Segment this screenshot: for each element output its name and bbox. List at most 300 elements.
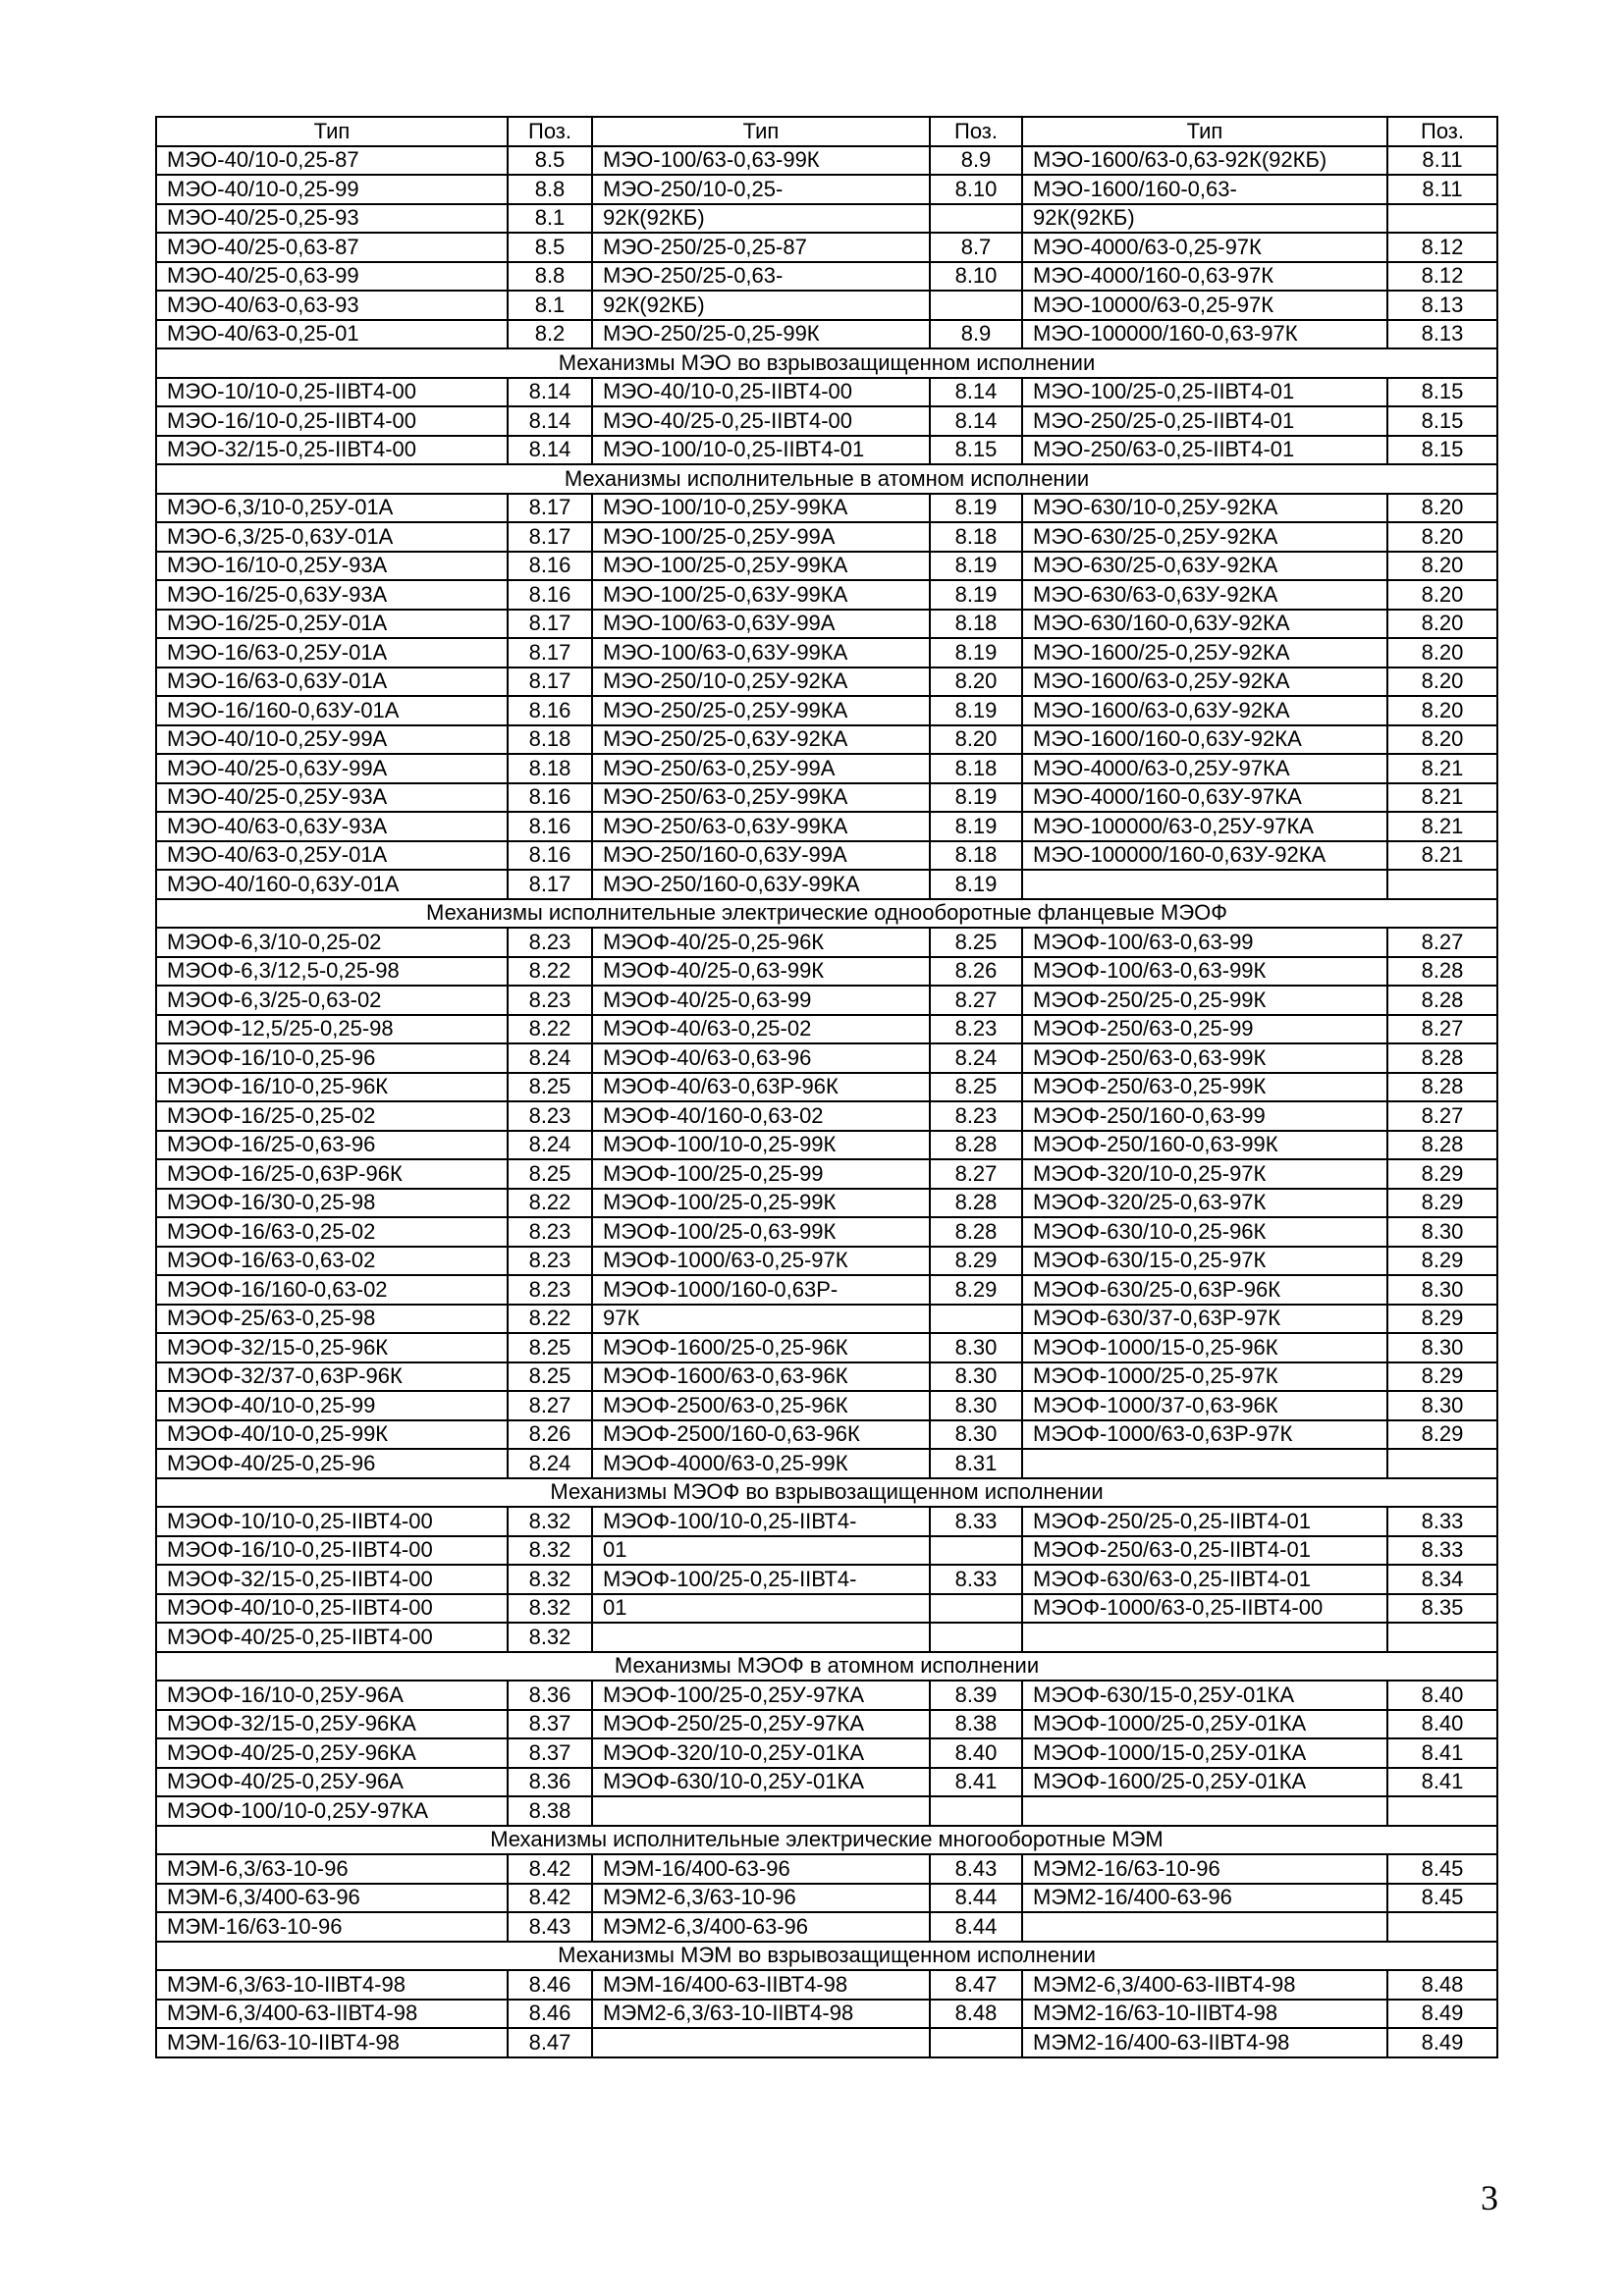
position-cell: 8.5	[508, 233, 592, 262]
type-cell: МЭО-100/25-0,63У-99КА	[592, 580, 930, 610]
type-cell: МЭМ-6,3/400-63-96	[156, 1884, 508, 1913]
type-cell: МЭОФ-630/37-0,63Р-97К	[1022, 1305, 1387, 1334]
type-cell: МЭМ2-16/63-10-96	[1022, 1854, 1387, 1884]
position-cell: 8.49	[1387, 2000, 1497, 2029]
type-cell: МЭОФ-1000/25-0,25У-01КА	[1022, 1710, 1387, 1739]
position-cell: 8.17	[508, 870, 592, 899]
type-cell: МЭОФ-250/25-0,25-99К	[1022, 986, 1387, 1015]
table-row	[156, 957, 1497, 987]
position-cell: 8.25	[508, 1362, 592, 1392]
table-row	[156, 1189, 1497, 1218]
type-cell: МЭО-100000/63-0,25У-97КА	[1022, 812, 1387, 841]
type-cell: МЭОФ-1000/63-0,63Р-97К	[1022, 1420, 1387, 1450]
type-cell: МЭО-4000/63-0,25-97К	[1022, 233, 1387, 262]
position-cell: 8.14	[930, 378, 1022, 407]
type-cell: МЭО-1600/63-0,25У-92КА	[1022, 667, 1387, 697]
position-cell: 8.43	[508, 1912, 592, 1942]
position-cell: 8.9	[930, 146, 1022, 176]
table-row	[156, 696, 1497, 725]
table-row	[156, 812, 1497, 841]
position-cell: 8.28	[1387, 986, 1497, 1015]
position-cell: 8.22	[508, 1015, 592, 1044]
position-cell: 8.15	[930, 436, 1022, 465]
position-cell: 8.39	[930, 1681, 1022, 1710]
type-cell: МЭОФ-16/10-0,25-96	[156, 1043, 508, 1073]
position-cell: 8.25	[930, 1073, 1022, 1102]
position-cell: 8.14	[508, 378, 592, 407]
table-row	[156, 610, 1497, 639]
position-cell	[1387, 1796, 1497, 1826]
type-cell: МЭМ-6,3/63-10-96	[156, 1854, 508, 1884]
position-cell: 8.27	[1387, 1101, 1497, 1131]
type-cell: МЭО-40/63-0,25У-01А	[156, 841, 508, 871]
type-cell: МЭО-250/63-0,63У-99КА	[592, 812, 930, 841]
type-cell: МЭОФ-630/25-0,63Р-96К	[1022, 1275, 1387, 1305]
position-cell: 8.34	[1387, 1565, 1497, 1594]
type-cell	[592, 1623, 930, 1652]
section-title: Механизмы МЭОФ во взрывозащищенном исполнении	[156, 1478, 1497, 1508]
position-cell: 8.21	[1387, 841, 1497, 871]
position-cell: 8.19	[930, 638, 1022, 667]
position-cell: 8.42	[508, 1884, 592, 1913]
table-row	[156, 175, 1497, 204]
type-cell: МЭМ2-16/400-63-IIВТ4-98	[1022, 2028, 1387, 2057]
position-cell: 8.14	[508, 436, 592, 465]
position-cell: 8.25	[508, 1333, 592, 1362]
type-cell	[1022, 870, 1387, 899]
position-cell	[930, 1305, 1022, 1334]
table-row	[156, 754, 1497, 783]
type-cell: МЭОФ-100/10-0,25У-97КА	[156, 1796, 508, 1826]
type-cell: МЭОФ-100/25-0,25У-97КА	[592, 1681, 930, 1710]
type-cell: МЭО-250/10-0,25-	[592, 175, 930, 204]
type-cell: МЭО-16/10-0,25У-93А	[156, 552, 508, 581]
type-cell: МЭОФ-40/25-0,25-96К	[592, 928, 930, 957]
type-cell: МЭОФ-1000/63-0,25-IIВТ4-00	[1022, 1594, 1387, 1624]
type-cell: МЭОФ-100/63-0,63-99	[1022, 928, 1387, 957]
table-row	[156, 1681, 1497, 1710]
position-cell: 8.24	[508, 1131, 592, 1160]
table-row	[156, 1738, 1497, 1768]
position-cell: 8.17	[508, 638, 592, 667]
position-cell: 8.17	[508, 610, 592, 639]
header-type-1: Тип	[156, 117, 508, 146]
table-row	[156, 1305, 1497, 1334]
table-row	[156, 378, 1497, 407]
type-cell: МЭОФ-25/63-0,25-98	[156, 1305, 508, 1334]
type-cell	[1022, 1796, 1387, 1826]
type-cell: МЭО-250/10-0,25У-92КА	[592, 667, 930, 697]
position-cell	[930, 204, 1022, 234]
position-cell: 8.28	[930, 1217, 1022, 1247]
position-cell: 8.41	[1387, 1738, 1497, 1768]
type-cell: МЭОФ-250/160-0,63-99К	[1022, 1131, 1387, 1160]
type-cell: МЭОФ-250/63-0,25-99К	[1022, 1073, 1387, 1102]
position-cell: 8.29	[1387, 1159, 1497, 1189]
table-row	[156, 436, 1497, 465]
table-row	[156, 291, 1497, 320]
type-cell: МЭОФ-320/10-0,25-97К	[1022, 1159, 1387, 1189]
type-cell: МЭОФ-40/63-0,25-02	[592, 1015, 930, 1044]
position-cell: 8.32	[508, 1536, 592, 1566]
position-cell: 8.11	[1387, 146, 1497, 176]
position-cell: 8.28	[1387, 957, 1497, 987]
type-cell: МЭОФ-1600/25-0,25У-01КА	[1022, 1768, 1387, 1797]
position-cell: 8.28	[1387, 1043, 1497, 1073]
section-row	[156, 348, 1497, 378]
position-cell: 8.20	[1387, 667, 1497, 697]
position-cell	[930, 1623, 1022, 1652]
type-cell: МЭМ2-6,3/400-63-96	[592, 1912, 930, 1942]
type-cell: МЭОФ-630/15-0,25-97К	[1022, 1247, 1387, 1276]
position-cell: 8.19	[930, 580, 1022, 610]
type-cell: МЭОФ-100/25-0,63-99К	[592, 1217, 930, 1247]
type-cell: МЭОФ-6,3/12,5-0,25-98	[156, 957, 508, 987]
header-pos-1: Поз.	[508, 117, 592, 146]
type-cell	[592, 2028, 930, 2057]
type-cell: МЭОФ-40/25-0,63-99К	[592, 957, 930, 987]
type-cell: МЭМ2-6,3/63-10-96	[592, 1884, 930, 1913]
position-cell	[930, 1594, 1022, 1624]
table-row	[156, 1912, 1497, 1942]
type-cell: МЭОФ-40/160-0,63-02	[592, 1101, 930, 1131]
position-cell: 8.37	[508, 1738, 592, 1768]
position-cell: 8.33	[930, 1565, 1022, 1594]
type-cell: МЭО-10000/63-0,25-97К	[1022, 291, 1387, 320]
type-cell: МЭОФ-2500/63-0,25-96К	[592, 1391, 930, 1420]
type-cell: МЭО-6,3/25-0,63У-01А	[156, 522, 508, 552]
type-cell: 01	[592, 1536, 930, 1566]
type-cell: МЭОФ-1600/25-0,25-96К	[592, 1333, 930, 1362]
type-cell: МЭОФ-16/10-0,25У-96А	[156, 1681, 508, 1710]
position-cell: 8.15	[1387, 378, 1497, 407]
header-pos-2: Поз.	[930, 117, 1022, 146]
type-cell: МЭО-16/10-0,25-IIВТ4-00	[156, 406, 508, 436]
type-cell: МЭО-100/25-0,25-IIВТ4-01	[1022, 378, 1387, 407]
type-cell: МЭОФ-250/63-0,25-99	[1022, 1015, 1387, 1044]
position-cell: 8.36	[508, 1681, 592, 1710]
position-cell: 8.41	[930, 1768, 1022, 1797]
type-cell: МЭОФ-250/25-0,25У-97КА	[592, 1710, 930, 1739]
type-cell: МЭО-100/63-0,63У-99А	[592, 610, 930, 639]
position-cell: 8.16	[508, 552, 592, 581]
type-cell: МЭОФ-630/63-0,25-IIВТ4-01	[1022, 1565, 1387, 1594]
position-cell: 8.26	[930, 957, 1022, 987]
type-cell: МЭО-16/25-0,63У-93А	[156, 580, 508, 610]
position-cell: 8.27	[930, 1159, 1022, 1189]
position-cell: 8.18	[930, 841, 1022, 871]
section-row	[156, 464, 1497, 494]
table-row	[156, 1565, 1497, 1594]
position-cell: 8.49	[1387, 2028, 1497, 2057]
position-cell: 8.24	[930, 1043, 1022, 1073]
type-cell: МЭО-40/25-0,25-IIВТ4-00	[592, 406, 930, 436]
table-row	[156, 1884, 1497, 1913]
position-cell: 8.29	[930, 1275, 1022, 1305]
position-cell: 8.18	[508, 754, 592, 783]
table-row	[156, 986, 1497, 1015]
table-row	[156, 1391, 1497, 1420]
position-cell: 8.19	[930, 696, 1022, 725]
position-cell: 8.40	[1387, 1710, 1497, 1739]
type-cell: МЭОФ-1000/15-0,25У-01КА	[1022, 1738, 1387, 1768]
position-cell: 8.24	[508, 1449, 592, 1478]
type-cell: МЭОФ-16/63-0,63-02	[156, 1247, 508, 1276]
table-row	[156, 262, 1497, 292]
position-cell: 8.38	[508, 1796, 592, 1826]
type-cell: МЭОФ-40/63-0,63Р-96К	[592, 1073, 930, 1102]
position-cell: 8.17	[508, 522, 592, 552]
type-cell: МЭО-250/25-0,25-99К	[592, 320, 930, 349]
type-cell	[1022, 1449, 1387, 1478]
type-cell: МЭО-630/63-0,63У-92КА	[1022, 580, 1387, 610]
position-cell: 8.10	[930, 262, 1022, 292]
position-cell: 8.14	[930, 406, 1022, 436]
position-cell: 8.20	[1387, 494, 1497, 523]
position-cell: 8.36	[508, 1768, 592, 1797]
position-cell: 8.33	[930, 1507, 1022, 1536]
section-row	[156, 1652, 1497, 1682]
position-cell: 8.19	[930, 552, 1022, 581]
type-cell: МЭОФ-1000/25-0,25-97К	[1022, 1362, 1387, 1392]
table-row	[156, 1073, 1497, 1102]
header-type-2: Тип	[592, 117, 930, 146]
position-cell: 8.20	[1387, 580, 1497, 610]
table-row	[156, 1768, 1497, 1797]
position-cell: 8.45	[1387, 1884, 1497, 1913]
position-cell: 8.11	[1387, 175, 1497, 204]
position-cell: 8.15	[1387, 406, 1497, 436]
type-cell: МЭОФ-32/15-0,25-96К	[156, 1333, 508, 1362]
type-cell: МЭОФ-40/25-0,25У-96КА	[156, 1738, 508, 1768]
position-cell: 8.18	[930, 522, 1022, 552]
position-cell: 8.27	[508, 1391, 592, 1420]
position-cell: 8.27	[1387, 1015, 1497, 1044]
position-cell: 8.17	[508, 667, 592, 697]
position-cell: 8.29	[1387, 1362, 1497, 1392]
type-cell: МЭО-40/10-0,25-87	[156, 146, 508, 176]
position-cell: 8.20	[930, 667, 1022, 697]
position-cell: 8.48	[930, 2000, 1022, 2029]
position-cell: 8.30	[1387, 1333, 1497, 1362]
type-cell	[592, 1796, 930, 1826]
table-row	[156, 1217, 1497, 1247]
position-cell: 8.16	[508, 696, 592, 725]
table-row	[156, 783, 1497, 813]
position-cell: 8.20	[1387, 522, 1497, 552]
table-row	[156, 1796, 1497, 1826]
position-cell	[1387, 1449, 1497, 1478]
type-cell: МЭО-40/63-0,63-93	[156, 291, 508, 320]
type-cell: МЭО-630/25-0,25У-92КА	[1022, 522, 1387, 552]
table-row	[156, 552, 1497, 581]
type-cell: МЭО-1600/25-0,25У-92КА	[1022, 638, 1387, 667]
position-cell: 8.37	[508, 1710, 592, 1739]
position-cell: 8.29	[1387, 1305, 1497, 1334]
position-cell: 8.30	[930, 1362, 1022, 1392]
section-row	[156, 1942, 1497, 1971]
type-cell: МЭОФ-250/160-0,63-99	[1022, 1101, 1387, 1131]
type-cell: МЭО-250/160-0,63У-99КА	[592, 870, 930, 899]
position-cell: 8.32	[508, 1565, 592, 1594]
position-cell: 8.28	[1387, 1073, 1497, 1102]
type-cell: МЭОФ-16/10-0,25-96К	[156, 1073, 508, 1102]
type-cell: 01	[592, 1594, 930, 1624]
type-cell: МЭО-100/25-0,25У-99КА	[592, 552, 930, 581]
position-cell: 8.33	[1387, 1507, 1497, 1536]
table-row	[156, 1275, 1497, 1305]
section-title: Механизмы исполнительные в атомном исполнении	[156, 464, 1497, 494]
type-cell: МЭО-100/25-0,25У-99А	[592, 522, 930, 552]
type-cell: МЭОФ-320/10-0,25У-01КА	[592, 1738, 930, 1768]
type-cell: МЭОФ-10/10-0,25-IIВТ4-00	[156, 1507, 508, 1536]
type-cell: МЭО-100/10-0,25У-99КА	[592, 494, 930, 523]
position-cell: 8.29	[930, 1247, 1022, 1276]
type-cell: МЭО-100/63-0,63-99К	[592, 146, 930, 176]
type-cell: МЭОФ-100/10-0,25-IIВТ4-	[592, 1507, 930, 1536]
position-cell: 8.5	[508, 146, 592, 176]
position-cell: 8.16	[508, 783, 592, 813]
table-row	[156, 146, 1497, 176]
table-row	[156, 1333, 1497, 1362]
type-cell	[1022, 1623, 1387, 1652]
type-cell: МЭО-100000/160-0,63У-92КА	[1022, 841, 1387, 871]
table-row	[156, 870, 1497, 899]
position-cell	[1387, 1623, 1497, 1652]
position-cell: 8.47	[508, 2028, 592, 2057]
position-cell: 8.2	[508, 320, 592, 349]
position-cell: 8.29	[1387, 1189, 1497, 1218]
position-cell: 8.1	[508, 291, 592, 320]
type-cell: 92К(92КБ)	[592, 291, 930, 320]
type-cell: МЭО-250/63-0,25У-99А	[592, 754, 930, 783]
position-cell: 8.8	[508, 175, 592, 204]
type-cell: МЭОФ-40/10-0,25-99К	[156, 1420, 508, 1450]
position-cell	[930, 291, 1022, 320]
type-cell: МЭО-6,3/10-0,25У-01А	[156, 494, 508, 523]
table-row	[156, 2000, 1497, 2029]
position-cell: 8.30	[1387, 1217, 1497, 1247]
section-title: Механизмы исполнительные электрические однооборотные фланцевые МЭОФ	[156, 899, 1497, 929]
type-cell: МЭО-16/63-0,63У-01А	[156, 667, 508, 697]
position-cell: 8.40	[1387, 1681, 1497, 1710]
type-cell: МЭО-40/63-0,63У-93А	[156, 812, 508, 841]
type-cell: МЭОФ-12,5/25-0,25-98	[156, 1015, 508, 1044]
type-cell: МЭОФ-100/25-0,25-99	[592, 1159, 930, 1189]
table-row	[156, 233, 1497, 262]
type-cell: МЭО-1600/63-0,63У-92КА	[1022, 696, 1387, 725]
position-cell: 8.27	[930, 986, 1022, 1015]
type-cell: МЭОФ-6,3/25-0,63-02	[156, 986, 508, 1015]
position-cell: 8.22	[508, 957, 592, 987]
position-cell: 8.19	[930, 870, 1022, 899]
table-row	[156, 928, 1497, 957]
position-cell: 8.25	[508, 1073, 592, 1102]
section-title: Механизмы МЭО во взрывозащищенном исполнении	[156, 348, 1497, 378]
table-row	[156, 1101, 1497, 1131]
type-cell: МЭМ-16/400-63-96	[592, 1854, 930, 1884]
type-cell: МЭОФ-16/25-0,25-02	[156, 1101, 508, 1131]
type-cell: МЭО-32/15-0,25-IIВТ4-00	[156, 436, 508, 465]
position-cell: 8.29	[1387, 1420, 1497, 1450]
type-cell: МЭО-630/10-0,25У-92КА	[1022, 494, 1387, 523]
type-cell: МЭМ-16/63-10-IIВТ4-98	[156, 2028, 508, 2057]
type-cell: МЭО-16/160-0,63У-01А	[156, 696, 508, 725]
type-cell: МЭО-40/25-0,25У-93А	[156, 783, 508, 813]
type-cell: МЭМ2-16/400-63-96	[1022, 1884, 1387, 1913]
table-row	[156, 1247, 1497, 1276]
position-cell: 8.23	[930, 1015, 1022, 1044]
type-cell: МЭО-250/25-0,25-IIВТ4-01	[1022, 406, 1387, 436]
type-cell: МЭО-40/63-0,25-01	[156, 320, 508, 349]
type-cell: МЭОФ-40/63-0,63-96	[592, 1043, 930, 1073]
type-cell: МЭОФ-16/160-0,63-02	[156, 1275, 508, 1305]
position-cell: 8.20	[1387, 725, 1497, 755]
position-cell: 8.27	[1387, 928, 1497, 957]
type-cell: МЭО-250/25-0,25-87	[592, 233, 930, 262]
type-cell: МЭО-10/10-0,25-IIВТ4-00	[156, 378, 508, 407]
type-cell: МЭО-4000/160-0,63-97К	[1022, 262, 1387, 292]
table-row	[156, 204, 1497, 234]
type-cell: МЭО-250/25-0,25У-99КА	[592, 696, 930, 725]
type-cell: МЭОФ-40/25-0,25У-96А	[156, 1768, 508, 1797]
type-cell: МЭОФ-4000/63-0,25-99К	[592, 1449, 930, 1478]
type-cell: МЭОФ-6,3/10-0,25-02	[156, 928, 508, 957]
type-cell: МЭО-250/63-0,25У-99КА	[592, 783, 930, 813]
type-cell: МЭО-40/160-0,63У-01А	[156, 870, 508, 899]
position-cell: 8.23	[508, 928, 592, 957]
position-cell: 8.31	[930, 1449, 1022, 1478]
type-cell: МЭО-40/10-0,25-IIВТ4-00	[592, 378, 930, 407]
type-cell: МЭОФ-40/25-0,63-99	[592, 986, 930, 1015]
section-row	[156, 1478, 1497, 1508]
type-cell: МЭО-40/25-0,25-93	[156, 204, 508, 234]
type-cell: МЭОФ-1600/63-0,63-96К	[592, 1362, 930, 1392]
table-body	[156, 146, 1497, 2057]
table-row	[156, 1623, 1497, 1652]
position-cell: 8.12	[1387, 233, 1497, 262]
position-cell: 8.32	[508, 1594, 592, 1624]
position-cell: 8.9	[930, 320, 1022, 349]
section-row	[156, 899, 1497, 929]
table-row	[156, 320, 1497, 349]
position-cell: 8.19	[930, 494, 1022, 523]
section-title: Механизмы исполнительные электрические многооборотные МЭМ	[156, 1826, 1497, 1855]
table-row	[156, 1043, 1497, 1073]
type-cell: МЭОФ-32/15-0,25-IIВТ4-00	[156, 1565, 508, 1594]
table-row	[156, 1970, 1497, 2000]
type-cell: МЭО-250/25-0,63-	[592, 262, 930, 292]
table-row	[156, 1015, 1497, 1044]
position-cell: 8.23	[508, 1101, 592, 1131]
position-cell	[930, 1536, 1022, 1566]
position-cell: 8.46	[508, 1970, 592, 2000]
type-cell: МЭОФ-100/10-0,25-99К	[592, 1131, 930, 1160]
type-cell: МЭОФ-100/25-0,25-IIВТ4-	[592, 1565, 930, 1594]
type-cell: МЭМ2-6,3/63-10-IIВТ4-98	[592, 2000, 930, 2029]
type-cell: МЭО-4000/160-0,63У-97КА	[1022, 783, 1387, 813]
position-cell: 8.32	[508, 1623, 592, 1652]
position-cell: 8.7	[930, 233, 1022, 262]
position-cell: 8.13	[1387, 291, 1497, 320]
type-cell: МЭО-1600/63-0,63-92К(92КБ)	[1022, 146, 1387, 176]
position-cell: 8.28	[930, 1189, 1022, 1218]
position-cell: 8.25	[930, 928, 1022, 957]
type-cell: МЭО-630/160-0,63У-92КА	[1022, 610, 1387, 639]
table-row	[156, 1710, 1497, 1739]
type-cell	[1022, 1912, 1387, 1942]
type-cell: МЭО-250/63-0,25-IIВТ4-01	[1022, 436, 1387, 465]
